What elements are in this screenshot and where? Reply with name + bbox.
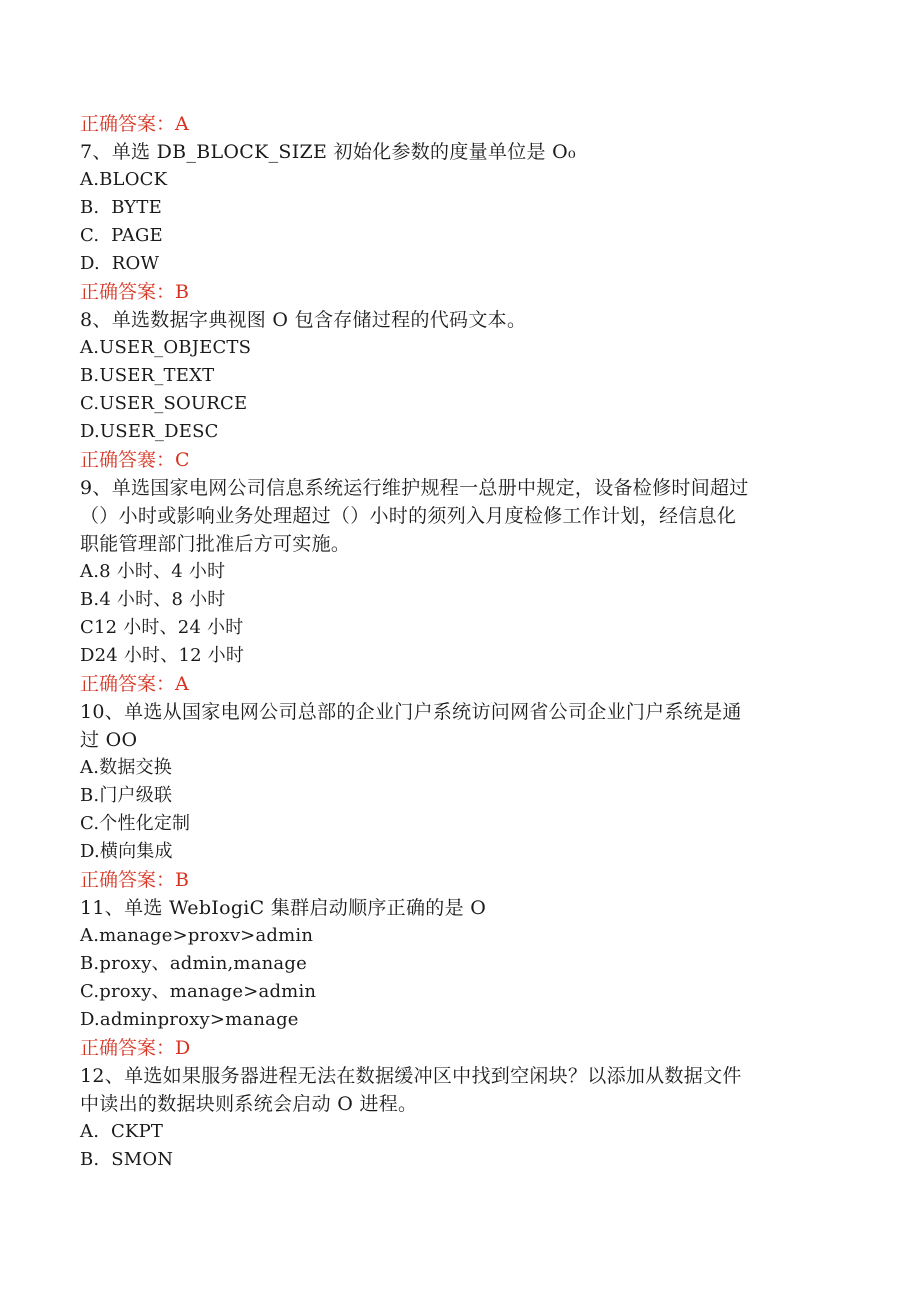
- answer-line: 正确答案：B: [80, 281, 189, 303]
- answer-line: 正确答案：B: [80, 869, 189, 891]
- answer-line: 正确答褰：C: [80, 449, 190, 471]
- option-line: D.横向集成: [80, 841, 173, 862]
- option-line: B.4 小时、8 小时: [80, 589, 226, 610]
- question-line: 9、单选国家电网公司信息系统运行维护规程一总册中规定，设备检修时间超过: [80, 477, 749, 499]
- option-line: B. SMON: [80, 1149, 174, 1170]
- option-line: A.8 小时、4 小时: [80, 561, 226, 582]
- question-line: 11、单选 WebIogiC 集群启动顺序正确的是 O: [80, 897, 487, 919]
- answer-line: 正确答案：D: [80, 1037, 191, 1059]
- question-line: 7、单选 DB_BLOCK_SIZE 初始化参数的度量单位是 O₀: [80, 141, 576, 163]
- option-line: C.USER_SOURCE: [80, 393, 248, 414]
- answer-line: 正确答案：A: [80, 673, 189, 695]
- option-line: C. PAGE: [80, 225, 163, 246]
- option-line: D24 小时、12 小时: [80, 645, 245, 666]
- option-line: C12 小时、24 小时: [80, 617, 244, 638]
- option-line: B.USER_TEXT: [80, 365, 215, 386]
- question-line: 12、单选如果服务器进程无法在数据缓冲区中找到空闲块？以添加从数据文件: [80, 1065, 742, 1087]
- exam-content: [80, 110, 840, 1174]
- option-line: D.adminproxy>manage: [80, 1009, 299, 1030]
- option-line: C.proxy、manage>admin: [80, 981, 317, 1002]
- question-line: 10、单选从国家电网公司总部的企业门户系统访问网省公司企业门户系统是通: [80, 701, 742, 723]
- option-line: A.BLOCK: [80, 169, 168, 190]
- option-line: A.数据交换: [80, 757, 172, 778]
- option-line: A.USER_OBJECTS: [80, 337, 252, 358]
- question-line: 中读出的数据块则系统会启动 O 进程。: [80, 1093, 418, 1115]
- question-line: 8、单选数据字典视图 O 包含存储过程的代码文本。: [80, 309, 527, 331]
- option-line: D.USER_DESC: [80, 421, 219, 442]
- option-line: B. BYTE: [80, 197, 162, 218]
- question-line: 过 OO: [80, 729, 138, 751]
- option-line: A. CKPT: [80, 1121, 164, 1142]
- answer-line: 正确答案：A: [80, 113, 189, 135]
- question-line: （）小时或影响业务处理超过（）小时的须列入月度检修工作计划，经信息化: [80, 505, 737, 527]
- option-line: B.门户级联: [80, 785, 173, 806]
- option-line: C.个性化定制: [80, 813, 191, 834]
- question-line: 职能管理部门批准后方可实施。: [80, 533, 351, 555]
- option-line: D. ROW: [80, 253, 160, 274]
- option-line: B.proxy、admin,manage: [80, 953, 307, 974]
- option-line: A.manage>proxv>admin: [80, 925, 314, 946]
